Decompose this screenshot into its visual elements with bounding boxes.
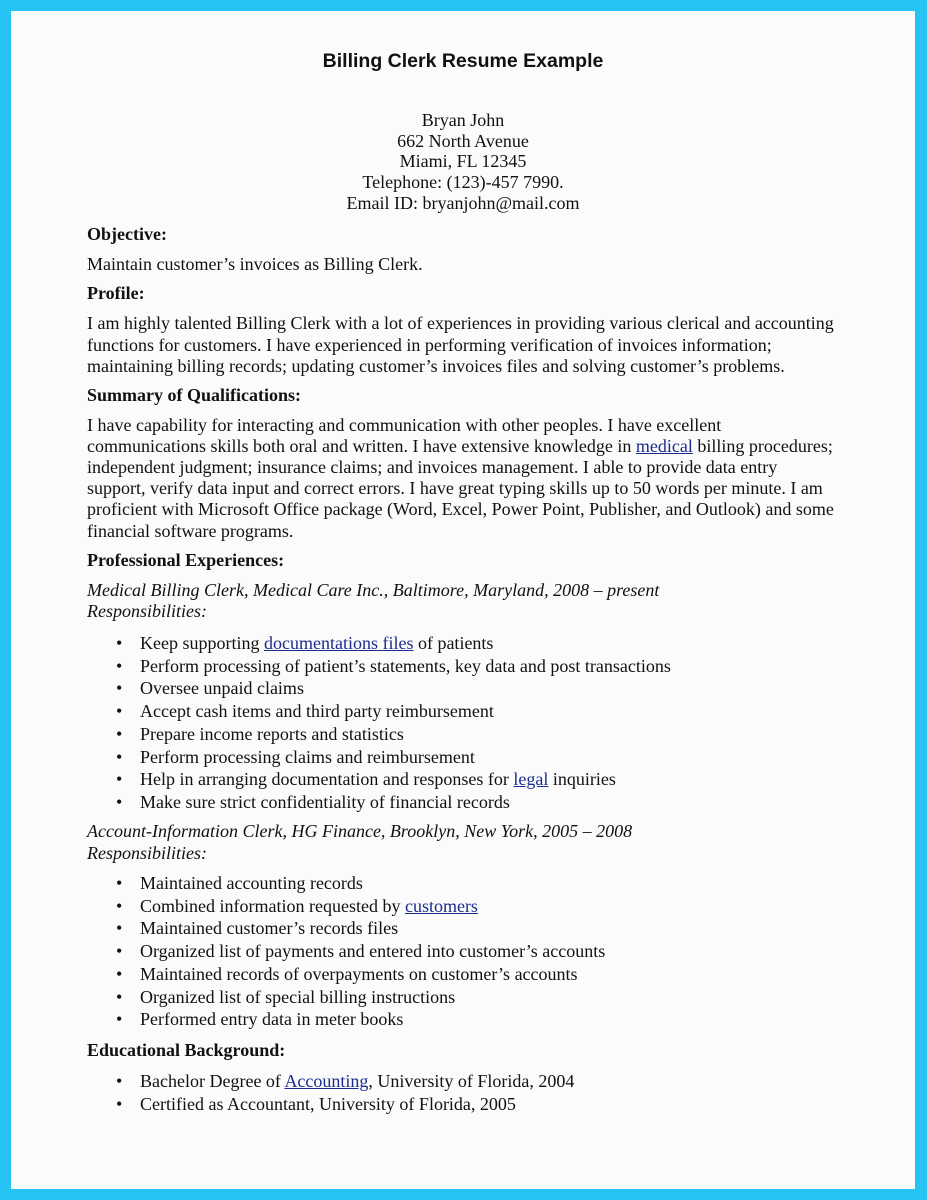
responsibility-item [140,678,304,698]
bullet-icon: • [116,918,123,939]
text-segment: billing procedures; [692,436,833,456]
responsibility-item [140,747,475,767]
text-segment: Maintain customer’s invoices as Billing Clerk. [87,254,423,274]
text-segment: I have capability for interacting and communication with other peoples. I have excellent [87,415,722,435]
responsibility-item [140,656,671,676]
text-segment: I am highly talented Billing Clerk with a lot of experiences in providing various clerical and accounting [87,313,834,333]
bullet-icon: • [116,895,123,916]
responsibility-item [140,792,510,812]
education-item [140,1094,516,1114]
text-segment: Perform processing of patient’s statements, key data and post transactions [140,655,671,676]
bullet-icon: • [116,633,123,653]
text-segment: Keep supporting [140,633,264,653]
responsibility-item [140,769,616,789]
education-item [140,1071,574,1091]
text-segment: of patients [413,633,494,653]
responsibility-item [140,701,494,721]
bullet-icon: • [116,678,123,699]
text-segment: Organized list of special billing instructions [140,986,456,1007]
text-segment: functions for customers. I have experienced in performing verification of invoices information; [87,335,772,355]
inline-link[interactable]: Accounting [284,1071,369,1091]
responsibility-item [140,987,455,1007]
text-segment: Help in arranging documentation and responses for [140,769,514,790]
text-segment: Maintained accounting records [140,873,363,893]
document-title: Billing Clerk Resume Example [322,50,604,72]
text-segment: communications skills both oral and written. I have extensive knowledge in [87,436,636,456]
responsibility-item [140,918,398,938]
job-title: Medical Billing Clerk, Medical Care Inc., Baltimore, Maryland, 2008 – present [87,580,660,600]
text-segment: support, verify data input and correct errors. I have great typing skills up to 50 words per minute. I am [87,478,823,498]
bullet-icon: • [116,941,123,962]
section-heading-summary: Summary of Qualifications: [87,385,301,405]
bullet-icon: • [116,746,123,767]
text-segment: Bachelor Degree of [140,1071,285,1091]
bullet-icon: • [116,1094,123,1114]
bullet-icon: • [116,655,123,676]
bullet-icon: • [116,701,123,722]
text-segment: Prepare income reports and statistics [140,723,404,744]
section-heading-education: Educational Background: [87,1040,286,1060]
text-segment: , University of Florida, 2004 [368,1071,575,1091]
responsibility-item [140,873,363,893]
resume-page [11,11,915,1189]
text-segment: Accept cash items and third party reimbursement [140,701,494,722]
inline-link[interactable]: customers [404,895,478,916]
responsibilities-label: Responsibilities: [87,601,207,621]
responsibilities-label: Responsibilities: [87,843,207,863]
bullet-icon: • [116,723,123,744]
profile-line [87,335,772,355]
contact-line: Telephone: (123)-457 7990. [362,172,564,192]
section-heading-profile: Profile: [87,283,145,303]
text-segment: inquiries [548,769,616,790]
summary-line [87,436,833,456]
bullet-icon: • [116,791,123,812]
bullet-icon: • [116,986,123,1007]
summary-line [87,415,721,435]
responsibility-item [140,896,478,916]
text-segment: Maintained records of overpayments on customer’s accounts [140,963,578,984]
text-segment: independent judgment; insurance claims; and invoices management. I able to provide data entry [87,457,778,477]
section-heading-experience: Professional Experiences: [87,550,285,570]
contact-line: Email ID: bryanjohn@mail.com [346,193,580,213]
objective-text [87,254,423,274]
contact-line: 662 North Avenue [397,131,529,151]
responsibility-item [140,1009,403,1029]
bullet-icon: • [116,873,123,893]
summary-line [87,521,293,541]
summary-line [87,457,777,477]
text-segment: Certified as Accountant, University of Florida, 2005 [140,1094,516,1114]
text-segment: Maintained customer’s records files [140,918,399,939]
summary-line [87,499,834,519]
bullet-icon: • [116,963,123,984]
text-segment: Performed entry data in meter books [140,1009,404,1030]
text-segment: Oversee unpaid claims [140,678,304,699]
text-segment: Organized list of payments and entered into customer’s accounts [140,941,606,962]
responsibility-item [140,941,605,961]
contact-line: Miami, FL 12345 [399,151,527,171]
inline-link[interactable]: medical [635,436,693,456]
bullet-icon: • [116,1009,123,1030]
inline-link[interactable]: documentations files [263,633,414,653]
bullet-icon: • [116,1071,123,1091]
text-segment: Perform processing claims and reimbursement [140,746,475,767]
job-title: Account-Information Clerk, HG Finance, Brooklyn, New York, 2005 – 2008 [87,821,633,841]
responsibility-item [140,724,404,744]
section-heading-objective: Objective: [87,224,167,244]
responsibility-item [140,964,578,984]
profile-line [87,313,834,333]
contact-line: Bryan John [421,110,505,130]
summary-line [87,478,823,498]
text-segment: Make sure strict confidentiality of financial records [140,791,510,812]
bullet-icon: • [116,769,123,790]
responsibility-item [140,633,493,653]
text-segment: financial software programs. [87,521,294,541]
profile-line [87,356,785,376]
inline-link[interactable]: legal [513,769,549,790]
text-segment: maintaining billing records; updating customer’s invoices files and solving customer’s problems. [87,356,785,376]
text-segment: proficient with Microsoft Office package (Word, Excel, Power Point, Publisher, and Outlook) and some [87,499,834,519]
text-segment: Combined information requested by [140,895,405,916]
